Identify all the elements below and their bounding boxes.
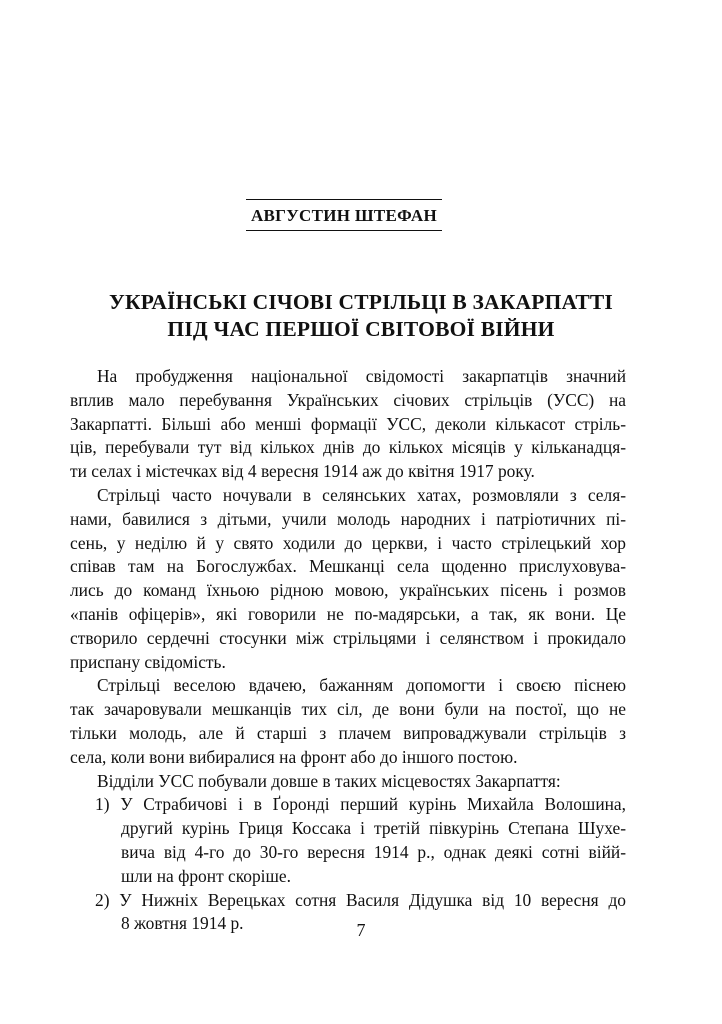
title-line-1: УКРАЇНСЬКІ СІЧОВІ СТРІЛЬЦІ В ЗАКАРПАТТІ — [108, 290, 614, 314]
list-item — [97, 793, 626, 888]
text-line: шли на фронт скоріше. — [121, 865, 291, 886]
text-line: так зачаровували мешканців тих сіл, де вони були на постої, що не — [70, 699, 626, 720]
paragraph — [97, 770, 626, 794]
text-line: приспану свідомість. — [70, 651, 226, 672]
text-line: ців, перебували тут від кількох днів до кількох місяців у кільканадця- — [70, 437, 626, 458]
title-line-2: ПІД ЧАС ПЕРШОЇ СВІТОВОЇ ВІЙНИ — [167, 317, 555, 341]
article-title — [70, 289, 652, 343]
text-line: ти селах і містечках від 4 вересня 1914 аж до квітня 1917 року. — [70, 461, 535, 482]
text-line: вича від 4-го до 30-го вересня 1914 р., однак деякі сотні війй- — [121, 841, 626, 862]
text-line: Закарпатті. Більші або менші формації УСС, деколи кількасот стріль- — [70, 413, 626, 434]
paragraph — [70, 365, 626, 484]
text-line: тільки молодь, але й старші з плачем випроваджували стрільців з — [70, 722, 626, 743]
author-bottom-rule — [246, 230, 442, 231]
text-line: села, коли вони вибиралися на фронт або до іншого постою. — [70, 746, 518, 767]
paragraph — [70, 484, 626, 674]
text-line: 8 жовтня 1914 р. — [121, 913, 244, 934]
text-line: Відділи УСС побували довше в таких місцевостях Закарпаття: — [97, 770, 561, 791]
text-line: На пробудження національної свідомості закарпатців значний — [97, 366, 626, 386]
text-line: сень, у неділю й у свято ходили до церкви, і часто стрілецький хор — [70, 532, 626, 553]
text-line: другий курінь Гриця Коссака і третій півкурінь Степана Шухе- — [121, 818, 626, 839]
text-line: «панів офіцерів», які говорили не по-мадярськи, а так, як вони. Це — [70, 603, 626, 624]
author-name: АВГУСТИН ШТЕФАН — [250, 206, 438, 225]
paragraph — [70, 674, 626, 769]
text-line: Стрільці веселою вдачею, бажанням допомогти і своєю піснею — [97, 675, 626, 696]
text-line: створило сердечні стосунки між стрільцями і селянством і прокидало — [70, 627, 626, 648]
text-line: лись до команд їхньою рідною мовою, українських пісень і розмов — [70, 580, 626, 601]
text-line: вплив мало перебування Українських січових стрільців (УСС) на — [70, 389, 626, 410]
text-line: 2) У Нижніх Верецьках сотня Василя Дідушка від 10 вересня до — [95, 889, 626, 910]
text-line: нами, бавилися з дітьми, учили молодь народних і патріотичних пі- — [70, 508, 626, 529]
text-line: співав там на Богослужбах. Мешканці села щоденно прислуховува- — [70, 556, 626, 577]
text-line: Стрільці часто ночували в селянських хатах, розмовляли з селя- — [97, 484, 626, 505]
text-line: 1) У Страбичові і в Ґоронді перший курінь Михайла Волошина, — [95, 794, 626, 815]
article-body — [70, 365, 626, 936]
author-top-rule — [246, 199, 442, 200]
page-number: 7 — [356, 920, 366, 940]
